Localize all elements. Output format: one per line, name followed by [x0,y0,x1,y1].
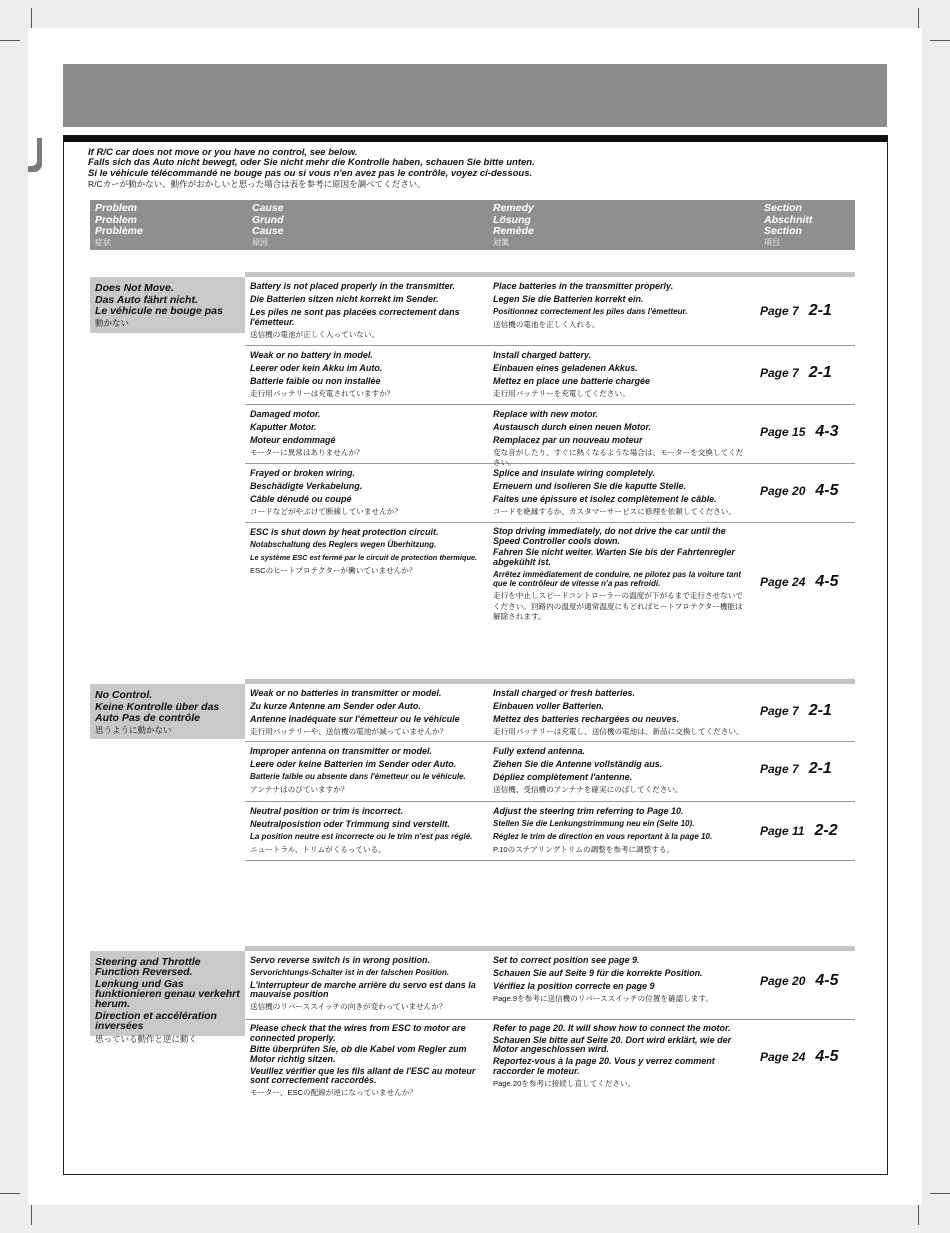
intro-en: If R/C car does not move or you have no control, see below. [88,147,358,158]
cause-fr: L'interrupteur de marche arrière du servo est dans la mauvaise position [250,979,476,1000]
remedy-cell [493,806,745,858]
section-does-not-move [90,272,855,656]
remedy-en: Place batteries in the transmitter properly. [493,281,674,291]
cause-cell [250,409,480,461]
cause-jp: ESCのヒートプロテクターが働いていませんか？ [250,565,417,575]
page-reference: Page 20 [760,484,806,498]
header-problem-fr: Problème [95,225,143,237]
section-reference [760,302,832,320]
page-reference: Page 15 [760,425,806,439]
remedy-en: Install charged battery. [493,350,592,360]
cause-jp: 走行用バッテリーや、送信機の電池が減っていませんか？ [250,726,448,736]
cause-en: Damaged motor. [250,409,321,419]
table-row [245,346,855,405]
table-row [245,1020,855,1114]
cause-fr: La position neutre est incorrecte ou le trim n'est pas réglé. [250,831,473,841]
intro-fr: Si le véhicule télécommandé ne bouge pas ou si vous n'en avez pas le contrôle, voyez ci-dessous. [88,167,533,179]
remedy-de: Schauen Sie bitte auf Seite 20. Dort wird erklärt, wie der Motor angeschlossen wird. [493,1034,732,1055]
cause-fr: Le système ESC est fermé par le circuit de protection thermique. [250,552,478,562]
remedy-de: Austausch durch einen neuen Motor. [493,421,652,432]
cause-cell [250,1024,480,1101]
remedy-en: Replace with new motor. [493,409,599,419]
remedy-en: Refer to page 20. It will show how to connect the motor. [493,1023,731,1033]
remedy-fr: Vérifiez la position correcte en page 9 [493,980,655,991]
cause-jp: 走行用バッテリーは充電されていますか？ [250,388,395,398]
problem-box [90,951,245,1044]
remedy-cell [493,468,745,520]
page-reference: Page 11 [760,824,805,838]
cause-cell [250,468,480,520]
cause-en: Battery is not placed properly in the transmitter. [250,281,456,291]
remedy-cell [493,955,745,1007]
remedy-en: Splice and insulate wiring completely. [493,468,656,478]
cause-en: Improper antenna on transmitter or model. [250,746,433,756]
cause-jp: 送信機の電池が正しく入っていない。 [250,330,380,340]
cause-en: Weak or no battery in model. [250,350,373,360]
section-number: 4-3 [815,423,839,440]
remedy-jp: 変な音がしたり、すぐに熱くなるような場合は、モーターを交換してください。 [493,447,744,468]
remedy-fr: Dépliez complètement l'antenne. [493,771,633,782]
remedy-fr: Mettez des batteries rechargées ou neuves. [493,713,680,724]
section-number: 2-2 [814,822,838,839]
remedy-cell [493,281,745,333]
header-section-de: Abschnitt [764,213,813,226]
problem-de: Keine Kontrolle über das Auto Pas de contrôle [95,700,220,724]
cause-de: Notabschaltung des Reglers wegen Überhitzung. [250,539,437,549]
problem-de: Lenkung und Gas funktionieren genau verkehrt herum. [95,978,240,1010]
intro-text [88,148,808,190]
cause-fr: Batterie faible ou absente dans l'émetteur ou le véhicule. [250,771,466,781]
remedy-cell [493,1024,745,1092]
remedy-fr: Reportez-vous à la page 20. Vous y verrez comment raccorder le moteur. [493,1056,715,1076]
remedy-jp: 送信機の電池を正しく入れる。 [493,319,600,329]
header-cause-fr: Cause [252,225,284,237]
remedy-jp: 送信機、受信機のアンテナを確実にのばしてください。 [493,784,683,794]
remedy-de: Fahren Sie nicht weiter. Warten Sie bis der Fahrtenregler abgekühlt ist. [493,547,735,567]
problem-fr: Le véhicule ne bouge pas [95,305,223,317]
header-remedy-de: Lösung [493,213,531,226]
cause-fr: Câble dénudé ou coupé [250,493,352,504]
top-banner [63,64,887,127]
header-cause [252,203,284,248]
section-number: 4-5 [815,482,839,499]
section-reference [760,822,838,840]
remedy-fr: Réglez le trim de direction en vous reportant à la page 10. [493,831,713,841]
cause-jp: コードなどがやぶけて断線していませんか？ [250,506,402,516]
header-remedy-en: Remedy [493,202,534,214]
problem-en: No Control. [95,689,153,701]
header-problem-de: Problem [95,213,138,226]
page-reference: Page 7 [760,304,799,318]
page-reference: Page 24 [760,1050,806,1064]
remedy-cell [493,350,745,402]
cause-fr: Les piles ne sont pas placées correctement dans l'émetteur. [250,306,460,328]
cause-de: Servorichtungs-Schalter ist in der falschen Position. [250,967,450,977]
crop-mark [930,40,950,41]
cause-jp: 送信機のリバーススイッチの向きが変わっていませんか？ [250,1002,447,1012]
table-row [245,277,855,346]
remedy-de: Einbauen voller Batterien. [493,700,605,711]
cause-de: Kaputter Motor. [250,421,317,432]
section-no-control [90,679,855,863]
cause-de: Bitte überprüfen Sie, ob die Kabel vom Regler zum Motor richtig sitzen. [250,1044,467,1064]
remedy-de: Ziehen Sie die Antenne vollständig aus. [493,758,663,769]
problem-jp: 動かない [95,317,130,328]
cause-de: Zu kurze Antenne am Sender oder Auto. [250,700,421,711]
problem-fr: Direction et accélération inversées [95,1010,217,1032]
section-reference [760,423,839,441]
cause-en: ESC is shut down by heat protection circuit. [250,527,439,537]
cause-en: Please check that the wires from ESC to motor are connected properly. [250,1023,466,1043]
cause-fr: Veuillez vérifier que les fils allant de l'ESC au moteur sont correctement raccordés. [250,1065,476,1086]
remedy-jp: コードを絶縁するか、カスタマーサービスに修理を依頼してください。 [493,506,736,516]
remedy-en: Set to correct position see page 9. [493,955,640,965]
cause-cell [250,350,480,402]
intro-de: Falls sich das Auto nicht bewegt, oder Sie nicht mehr die Kontrolle haben, schauen Sie bitte unten. [88,157,535,169]
section-reference [760,364,832,382]
remedy-cell [493,409,745,471]
page-reference: Page 7 [760,762,799,776]
crop-mark [930,1193,950,1194]
header-remedy [493,203,534,248]
cause-jp: モーター、ESCの配線が逆になっていませんか？ [250,1088,417,1098]
remedy-en: Install charged or fresh batteries. [493,688,636,698]
page-reference: Page 20 [760,974,806,988]
remedy-cell [493,688,745,740]
remedy-jp: Page.9を参考に送信機のリバーススイッチの位置を確認します。 [493,993,713,1003]
remedy-de: Legen Sie die Batterien korrekt ein. [493,293,644,304]
table-row [245,523,855,655]
remedy-cell [493,527,745,625]
table-row [245,951,855,1020]
header-cause-de: Grund [252,213,284,226]
header-section-en: Section [764,202,802,214]
header-cause-en: Cause [252,202,284,214]
remedy-jp: 走行用バッテリーは充電し、送信機の電池は、新品に交換してください。 [493,726,744,736]
section-number: 4-5 [815,972,839,989]
section-reference [760,573,839,591]
section-number: 2-1 [808,760,832,777]
cause-en: Servo reverse switch is in wrong position. [250,955,431,965]
header-cause-jp: 原因 [252,237,268,247]
cause-fr: Antenne inadéquate sur l'émetteur ou le véhicule [250,713,460,724]
remedy-en: Adjust the steering trim referring to Page 10. [493,806,684,816]
table-row [245,742,855,802]
section-reference [760,702,832,720]
crop-mark [31,1205,32,1225]
cause-de: Die Batterien sitzen nicht korrekt im Sender. [250,293,439,304]
section-number: 4-5 [815,1048,839,1065]
remedy-de: Stellen Sie die Lenkungstrimmung neu ein (Seite 10). [493,818,695,828]
remedy-fr: Positionnez correctement les piles dans l'émetteur. [493,306,688,316]
cause-cell [250,527,480,579]
cause-de: Leere oder keine Batterien im Sender oder Auto. [250,758,457,769]
remedy-fr: Mettez en place une batterie chargée [493,375,651,386]
cause-de: Neutralposistion oder Trimmung sind verstellt. [250,818,450,829]
cause-fr: Moteur endommagé [250,434,336,445]
crop-mark [0,1193,20,1194]
problem-box [90,277,245,333]
cause-en: Weak or no batteries in transmitter or model. [250,688,442,698]
cause-de: Leerer oder kein Akku im Auto. [250,362,383,373]
crop-mark [918,8,919,28]
cause-cell [250,746,480,798]
crop-mark [31,8,32,28]
section-number: 4-5 [815,573,839,590]
header-problem [95,203,143,248]
problem-jp: 思うように動かない [95,724,172,735]
table-header [90,200,855,250]
remedy-fr: Arrêtez immédiatement de conduire, ne pilotez pas la voiture tant que le contrôleur de vitesse n'a pas refroidi. [493,569,742,589]
cause-jp: アンテナはのびていますか？ [250,784,349,794]
remedy-de: Einbauen eines geladenen Akkus. [493,362,638,373]
section-reference [760,1048,839,1066]
remedy-fr: Faites une épissure et isolez complètement le câble. [493,493,717,504]
cause-jp: ニュートラル、トリムがくるっている。 [250,844,386,854]
crop-mark [0,40,20,41]
remedy-en: Stop driving immediately, do not drive the car until the Speed Controller cools down. [493,526,726,546]
page-reference: Page 24 [760,575,806,589]
cause-en: Frayed or broken wiring. [250,468,356,478]
remedy-cell [493,746,745,798]
remedy-de: Schauen Sie auf Seite 9 für die korrekte Position. [493,967,703,978]
section-reference [760,482,839,500]
remedy-jp: Page.20を参考に接続し直してください。 [493,1078,636,1088]
cause-cell [250,688,480,740]
problem-de: Das Auto fährt nicht. [95,293,198,306]
section-reference [760,972,839,990]
page-tab-marker [28,138,42,172]
table-row [245,802,855,861]
remedy-de: Erneuern und isolieren Sie die kaputte Stelle. [493,480,687,491]
table-row [245,405,855,468]
cause-fr: Batterie faible ou non installée [250,375,381,386]
cause-cell [250,281,480,343]
intro-jp: R/Cカーが動かない、動作がおかしいと思った場合は表を参考に原因を調べてください。 [88,179,426,190]
remedy-jp: 走行用バッテリーを充電してください。 [493,388,630,398]
cause-de: Beschädigte Verkabelung. [250,480,363,491]
problem-box [90,684,245,739]
header-section-jp: 項目 [764,237,780,247]
header-section [764,203,812,248]
remedy-fr: Remplacez par un nouveau moteur [493,434,643,445]
remedy-en: Fully extend antenna. [493,746,586,756]
section-number: 2-1 [808,302,832,319]
header-remedy-jp: 対策 [493,237,509,247]
header-problem-jp: 症状 [95,237,111,247]
section-reference [760,760,832,778]
table-row [245,464,855,523]
section-number: 2-1 [808,364,832,381]
page-reference: Page 7 [760,366,799,380]
table-row [245,684,855,742]
cause-en: Neutral position or trim is incorrect. [250,806,404,816]
crop-mark [918,1205,919,1225]
header-problem-en: Problem [95,202,138,214]
cause-jp: モーターに異常はありませんか？ [250,447,364,457]
cause-cell [250,806,480,858]
section-number: 2-1 [808,702,832,719]
problem-en: Steering and Throttle Function Reversed. [95,956,201,978]
cause-cell [250,955,480,1015]
remedy-jp: 走行を中止しスピードコントローラーの温度が下がるまで走行させないでください。回路内の温度が通常温度にもどればヒートプロテクター機能は解除されます。 [493,591,743,622]
remedy-jp: P.10のステアリングトリムの調整を参考に調整する。 [493,844,675,854]
header-remedy-fr: Remède [493,225,534,237]
section-steering-reversed [90,946,855,1114]
header-section-fr: Section [764,225,802,237]
problem-jp: 思っている動作と逆に動く [95,1034,198,1044]
page-reference: Page 7 [760,704,799,718]
problem-en: Does Not Move. [95,282,174,294]
